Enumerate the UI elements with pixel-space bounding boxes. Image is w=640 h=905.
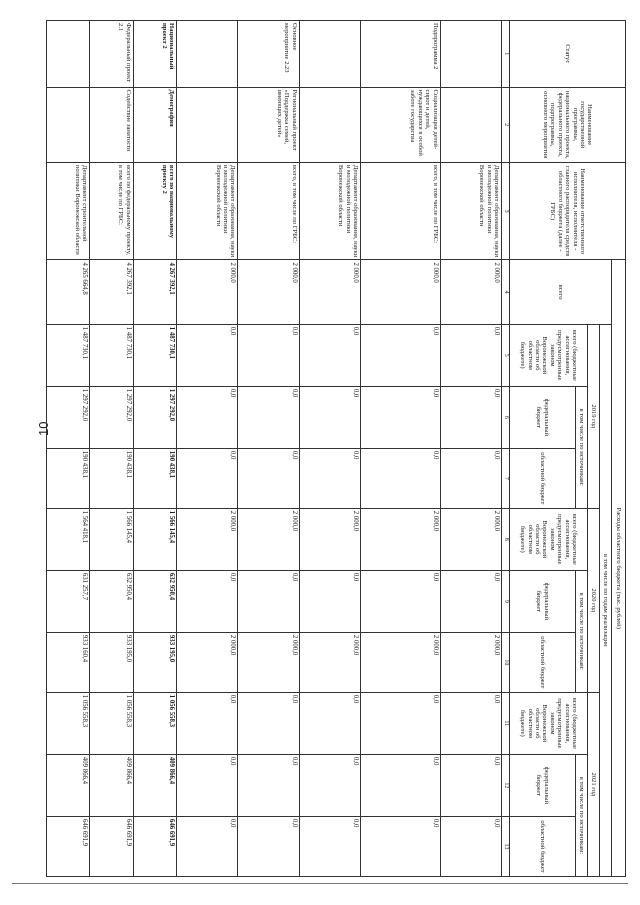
cell-status: Федеральный проект 2.1 [90,21,133,88]
cell-name [47,87,90,162]
table-row [177,21,238,877]
table-row [47,21,90,877]
cell-value: 0,0 [238,324,299,386]
header-incl-sources-2021: в том числе по источникам: [576,754,588,876]
cell-value: 2 000,0 [238,508,299,570]
cell-value: 0,0 [299,692,360,754]
cell-status [440,21,501,88]
cell-value: 933 195,0 [90,632,133,692]
cell-value: 4 267 392,1 [133,260,176,324]
cell-value: 0,0 [361,754,440,816]
header-all-budget-2021: всего (бюджетные ассигнования, предусмотренные законом Воронежской области об областном бюджете) [510,692,588,754]
cell-name [177,87,238,162]
cell-value: 1 297 292,0 [133,386,176,448]
cell-value: 2 000,0 [177,632,238,692]
cell-value: 190 438,1 [47,448,90,508]
header-name: Наименование государственной программы, национального проекта, федерального проекта, подпрограммы, основного мероприятия [510,87,626,162]
cell-status: Национальный проект 2 [133,21,176,88]
cell-grbs: всего, в том числе по ГРБС: [361,162,440,260]
cell-value: 1 487 730,1 [133,324,176,386]
cell-value: 409 866,4 [47,754,90,816]
table-row [133,21,176,877]
column-number: 11 [502,692,510,754]
column-number: 4 [502,260,510,324]
cell-grbs: Департамент строительной политики Воронежской области [47,162,90,260]
header-all-budget-2020: всего (бюджетные ассигнования, предусмотренные законом Воронежской области об областном бюджете) [510,508,588,570]
cell-value: 0,0 [299,386,360,448]
column-number: 7 [502,448,510,508]
cell-status: Основное мероприятие 2.23 [238,21,299,88]
cell-value: 0,0 [440,324,501,386]
cell-value: 0,0 [299,570,360,632]
header-grbs: Наименование ответственного исполнителя, исполнителя - главного распорядителя средств областного бюджета (далее - ГРБС) [510,162,626,260]
column-number: 12 [502,754,510,816]
column-number-row [502,21,510,877]
cell-value: 0,0 [361,386,440,448]
column-number: 13 [502,816,510,876]
cell-value: 0,0 [299,324,360,386]
cell-value: 1 564 418,1 [47,508,90,570]
cell-grbs: Департамент образования, науки и молодежной политики Воронежской области [177,162,238,260]
cell-value: 2 000,0 [440,260,501,324]
cell-value: 1 297 292,0 [90,386,133,448]
cell-value: 646 691,9 [90,816,133,876]
cell-value: 0,0 [440,754,501,816]
cell-value: 409 866,4 [133,754,176,816]
table-row [238,21,299,877]
cell-value: 0,0 [299,754,360,816]
cell-value: 2 000,0 [177,260,238,324]
header-by-years: в том числе по годам реализации [600,324,612,876]
cell-value: 1 487 730,1 [47,324,90,386]
cell-value: 0,0 [238,448,299,508]
table-body [47,21,502,877]
cell-value: 631 257,7 [47,570,90,632]
budget-expenses-table [46,20,626,877]
cell-value: 2 000,0 [177,508,238,570]
cell-value: 0,0 [361,448,440,508]
budget-table-sheet [46,20,626,877]
cell-name: Содействие занятости [90,87,133,162]
cell-value: 2 000,0 [361,260,440,324]
cell-value: 0,0 [440,570,501,632]
cell-value: 632 950,4 [133,570,176,632]
cell-value: 2 000,0 [299,260,360,324]
cell-value: 1 056 558,3 [47,692,90,754]
cell-name [299,87,360,162]
header-year-2020: 2020 год [588,508,600,692]
cell-name: Демография [133,87,176,162]
cell-name: Социализация детей-сирот и детей, нуждающихся в особой заботе государства [361,87,440,162]
cell-value: 0,0 [361,324,440,386]
cell-value: 0,0 [238,754,299,816]
cell-grbs: всего по национальному проекту 2 [133,162,176,260]
header-regional-2020: областной бюджет [510,632,576,692]
table-row [90,21,133,877]
cell-value: 2 000,0 [238,260,299,324]
cell-value: 2 000,0 [361,508,440,570]
cell-value: 0,0 [177,816,238,876]
header-federal-2019: федеральный бюджет [510,386,576,448]
cell-value: 1 056 558,3 [90,692,133,754]
cell-value: 1 487 730,1 [90,324,133,386]
cell-value: 0,0 [177,324,238,386]
cell-value: 2 000,0 [361,632,440,692]
cell-grbs: Департамент образования, науки и молодежной политики Воронежской области [299,162,360,260]
column-number: 10 [502,632,510,692]
cell-value: 2 000,0 [440,632,501,692]
cell-name: Региональный проект «Поддержка семей, имеющих детей» [238,87,299,162]
cell-value: 933 160,4 [47,632,90,692]
header-incl-sources-2019: в том числе по источникам: [576,386,588,508]
cell-value: 1 056 558,3 [133,692,176,754]
cell-grbs: всего, в том числе по ГРБС: [238,162,299,260]
cell-grbs: всего по федеральному проекту, в том числе по ГРБС: [90,162,133,260]
cell-value: 2 000,0 [440,508,501,570]
header-status: Статус [510,21,626,88]
cell-value: 190 438,1 [90,448,133,508]
cell-value: 2 000,0 [299,632,360,692]
cell-value: 2 000,0 [238,632,299,692]
header-regional-2021: областной бюджет [510,816,576,876]
header-expenses-title: Расходы областного бюджета (тыс. рублей) [612,260,626,877]
cell-value: 646 691,9 [47,816,90,876]
cell-value: 1 566 145,4 [90,508,133,570]
cell-value: 4 267 392,1 [90,260,133,324]
header-year-2021: 2021 год [588,692,600,876]
header-federal-2020: федеральный бюджет [510,570,576,632]
column-number: 6 [502,386,510,448]
cell-value: 1 566 145,4 [133,508,176,570]
cell-value: 0,0 [440,448,501,508]
cell-value: 1 297 292,0 [47,386,90,448]
cell-value: 646 691,9 [133,816,176,876]
cell-value: 0,0 [177,692,238,754]
cell-name [440,87,501,162]
column-number: 5 [502,324,510,386]
cell-value: 2 000,0 [299,508,360,570]
cell-value: 0,0 [177,754,238,816]
cell-value: 0,0 [238,816,299,876]
page-number: 10 [36,421,51,436]
header-total: всего [510,260,612,324]
table-row [361,21,440,877]
cell-value: 0,0 [238,692,299,754]
cell-value: 0,0 [440,816,501,876]
column-number: 1 [502,21,510,88]
column-number: 8 [502,508,510,570]
cell-value: 0,0 [361,816,440,876]
cell-value: 0,0 [299,816,360,876]
header-regional-2019: областной бюджет [510,448,576,508]
header-all-budget-2019: всего (бюджетные ассигнования, предусмотренные законом Воронежской области об областном бюджете) [510,324,588,386]
column-number: 3 [502,162,510,260]
cell-value: 0,0 [238,570,299,632]
header-incl-sources-2020: в том числе по источникам: [576,570,588,692]
cell-value: 0,0 [177,570,238,632]
cell-status: Подпрограмма 2 [361,21,440,88]
cell-status [177,21,238,88]
cell-value: 0,0 [177,386,238,448]
cell-value: 409 866,4 [90,754,133,816]
cell-status [299,21,360,88]
cell-value: 4 265 664,8 [47,260,90,324]
cell-value: 0,0 [177,448,238,508]
page-bottom-rule [12,883,628,884]
cell-value: 0,0 [440,386,501,448]
cell-value: 632 950,4 [90,570,133,632]
cell-value: 0,0 [299,448,360,508]
cell-status [47,21,90,88]
cell-value: 933 195,0 [133,632,176,692]
column-number: 2 [502,87,510,162]
table-row [440,21,501,877]
cell-value: 190 438,1 [133,448,176,508]
header-federal-2021: федеральный бюджет [510,754,576,816]
cell-grbs: Департамент образования, науки и молодежной политики Воронежской области [440,162,501,260]
cell-value: 0,0 [440,692,501,754]
cell-value: 0,0 [238,386,299,448]
cell-value: 0,0 [361,692,440,754]
table-row [299,21,360,877]
header-year-2019: 2019 год [588,324,600,508]
cell-value: 0,0 [361,570,440,632]
column-number: 9 [502,570,510,632]
